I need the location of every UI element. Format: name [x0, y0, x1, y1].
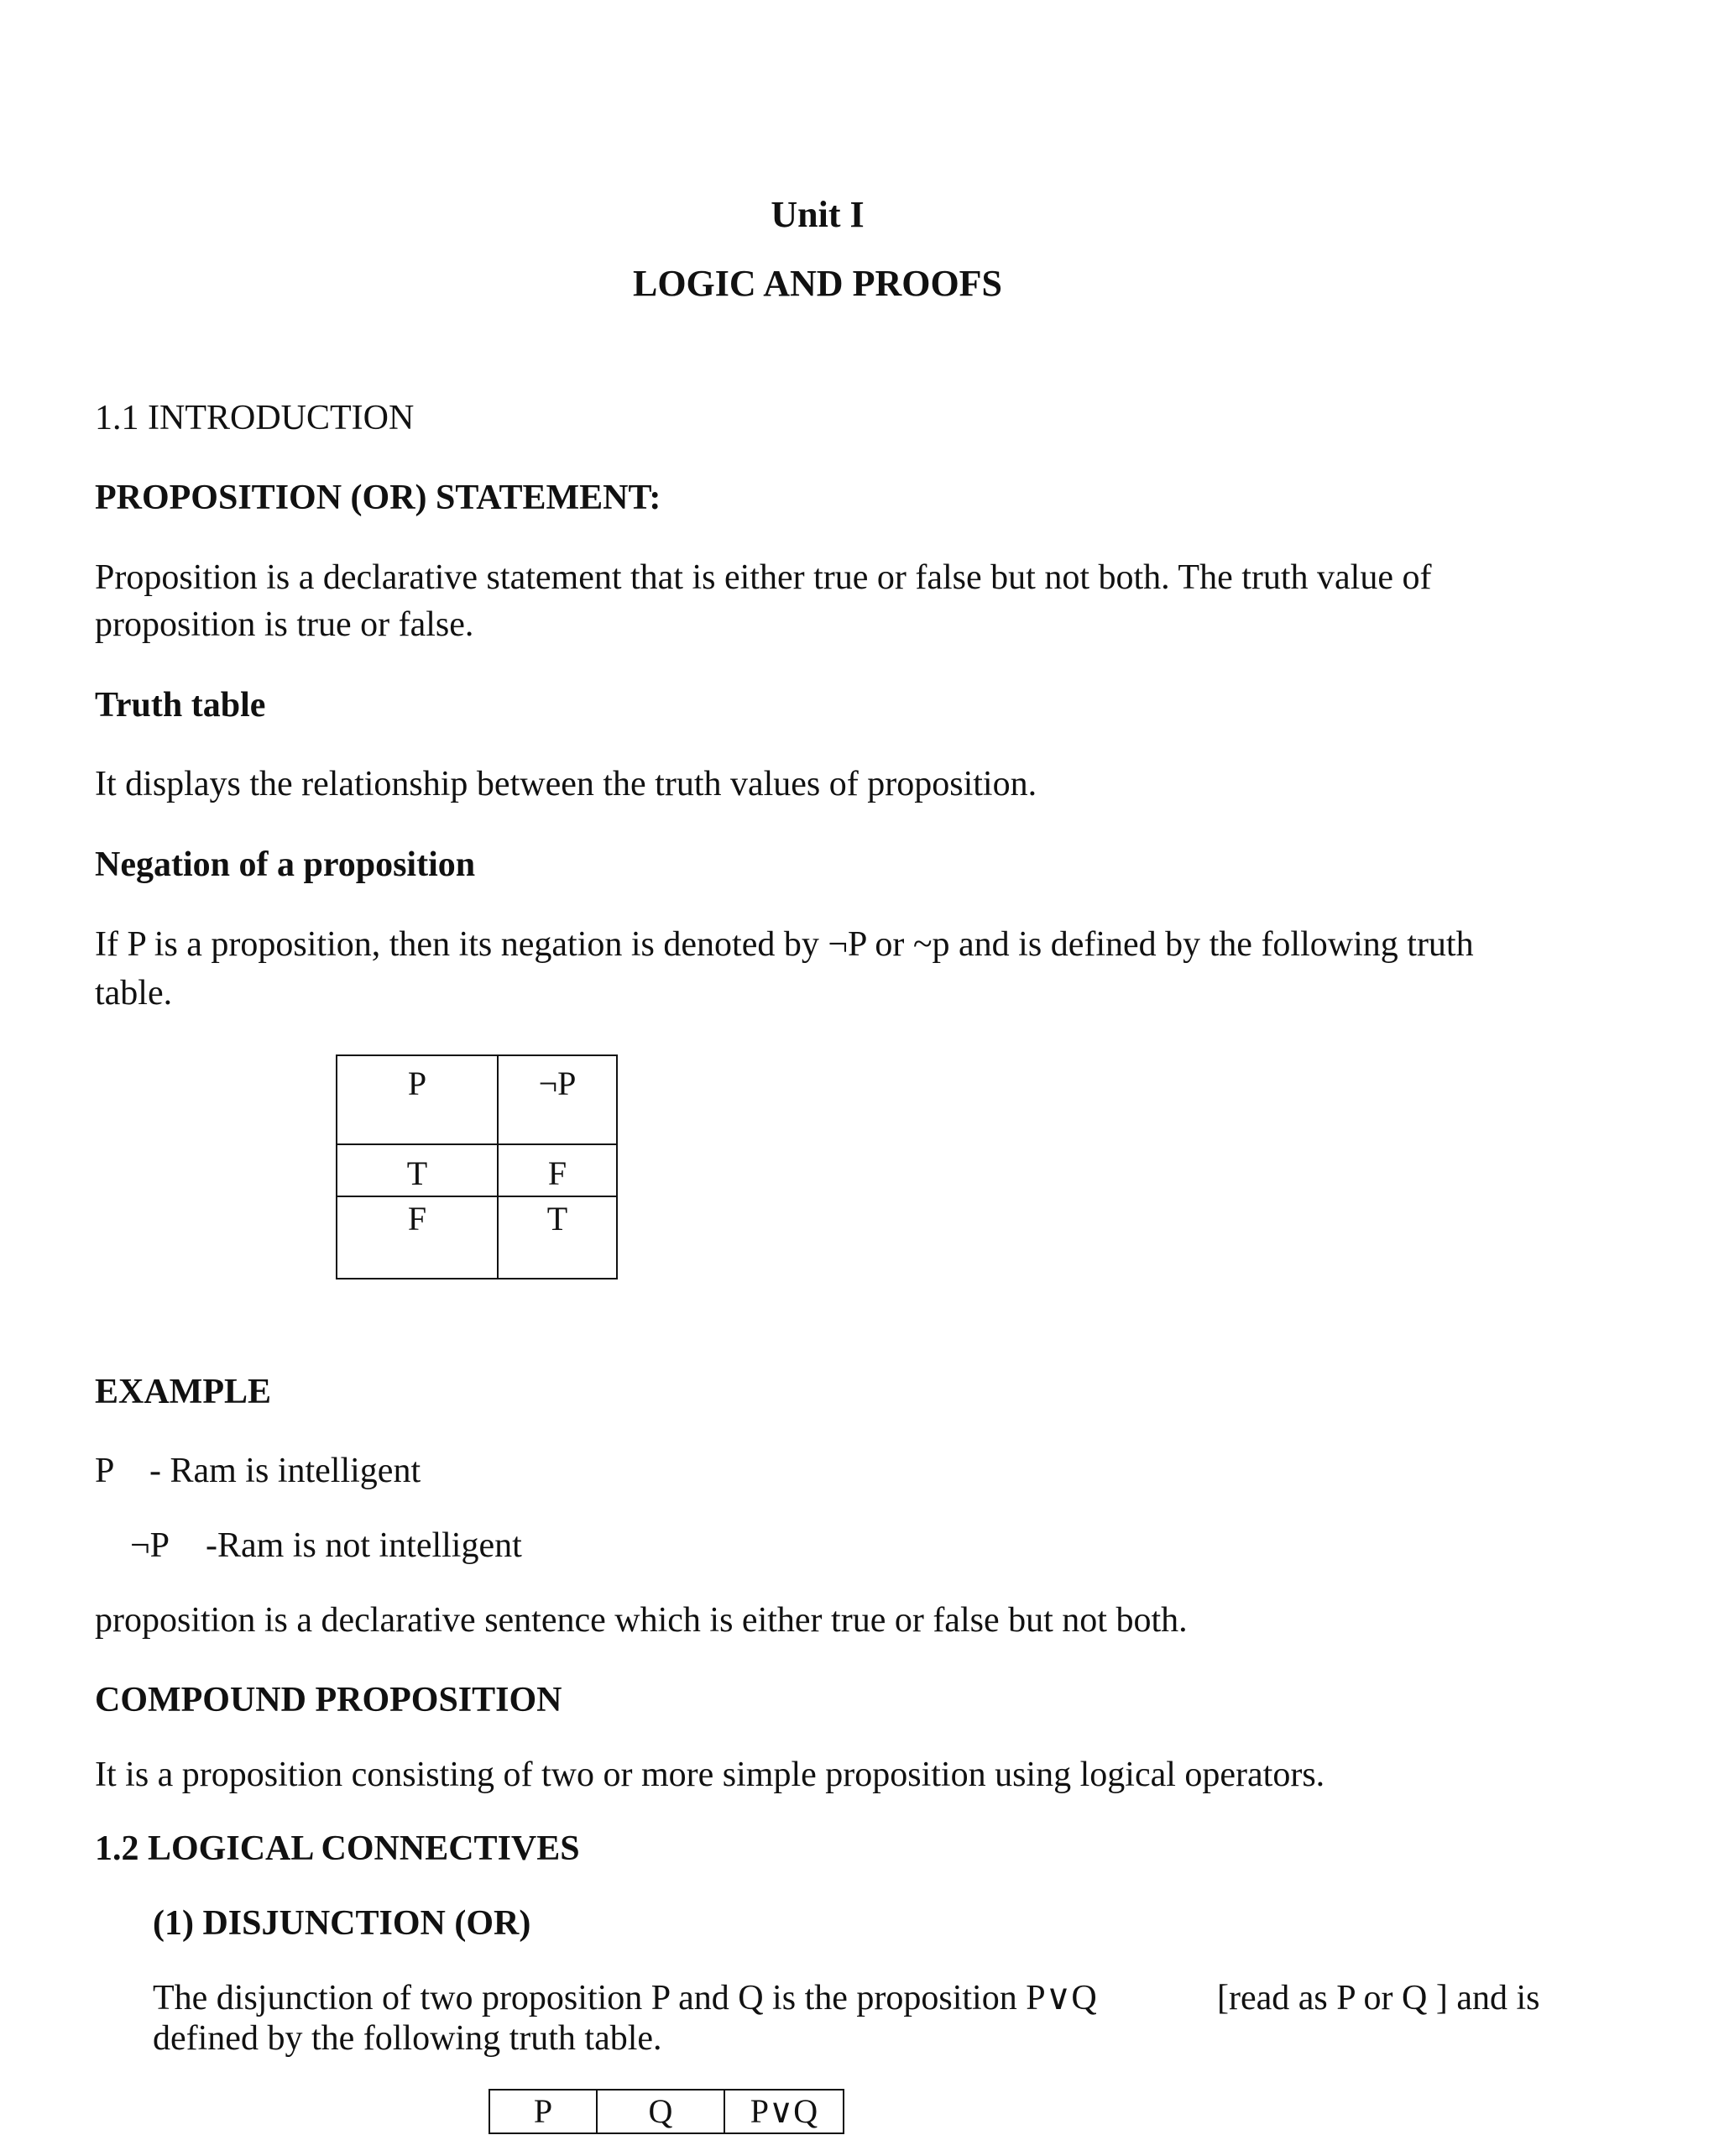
example-heading: EXAMPLE: [95, 1373, 271, 1411]
chapter-title: LOGIC AND PROOFS: [632, 263, 1003, 304]
table-header-p: P: [489, 2090, 597, 2133]
compound-heading: COMPOUND PROPOSITION: [95, 1681, 562, 1719]
negation-heading: Negation of a proposition: [95, 845, 476, 884]
table-header-p-or-q: P∨Q: [724, 2090, 844, 2133]
proposition-text-line-2: proposition is true or false.: [95, 605, 474, 644]
disjunction-truth-table: [489, 2089, 844, 2134]
table-header-row: [337, 1055, 617, 1144]
disjunction-text-line-2: defined by the following truth table.: [153, 2019, 662, 2058]
table-header-p: P: [337, 1055, 498, 1144]
unit-title: Unit I: [771, 194, 865, 235]
disjunction-text-line-1b: [read as P or Q ] and is: [1217, 1979, 1540, 2017]
example-not-p-symbol: ¬P: [130, 1526, 170, 1565]
negation-truth-table: [336, 1054, 618, 1279]
disjunction-heading: (1) DISJUNCTION (OR): [153, 1904, 531, 1943]
proposition-heading: PROPOSITION (OR) STATEMENT:: [95, 479, 661, 517]
table-header-row: [489, 2090, 844, 2133]
example-conclusion: proposition is a declarative sentence which is either true or false but not both.: [95, 1601, 1188, 1640]
table-cell: T: [406, 1154, 428, 1192]
table-cell: F: [336, 1196, 499, 1241]
table-cell: F: [547, 1154, 567, 1192]
connectives-heading: 1.2 LOGICAL CONNECTIVES: [95, 1829, 580, 1868]
example-p-text: - Ram is intelligent: [149, 1452, 421, 1490]
negation-text-line-2: table.: [95, 974, 173, 1013]
compound-text: It is a proposition consisting of two or more simple proposition using logical operators.: [95, 1756, 1325, 1794]
disjunction-text-line-1a: The disjunction of two proposition P and Q is the proposition P∨Q: [153, 1979, 1097, 2017]
proposition-text-line-1: Proposition is a declarative statement that is either true or false but not both. The truth value of: [95, 558, 1432, 597]
truth-table-text: It displays the relationship between the truth values of proposition.: [95, 765, 1037, 803]
table-header-q: Q: [597, 2090, 724, 2133]
table-header-not-p: ¬P: [498, 1055, 617, 1144]
truth-table-heading: Truth table: [95, 686, 266, 725]
example-not-p-text: -Ram is not intelligent: [206, 1526, 522, 1565]
intro-heading: 1.1 INTRODUCTION: [95, 399, 415, 437]
negation-text-line-1: If P is a proposition, then its negation is denoted by ¬P or ~p and is defined by the following truth: [95, 925, 1474, 964]
example-p-symbol: P: [95, 1452, 115, 1490]
table-cell-not-p-values: [498, 1144, 617, 1279]
table-cell: T: [497, 1196, 618, 1241]
table-cell-p-values: [337, 1144, 498, 1279]
table-row: [337, 1144, 617, 1279]
